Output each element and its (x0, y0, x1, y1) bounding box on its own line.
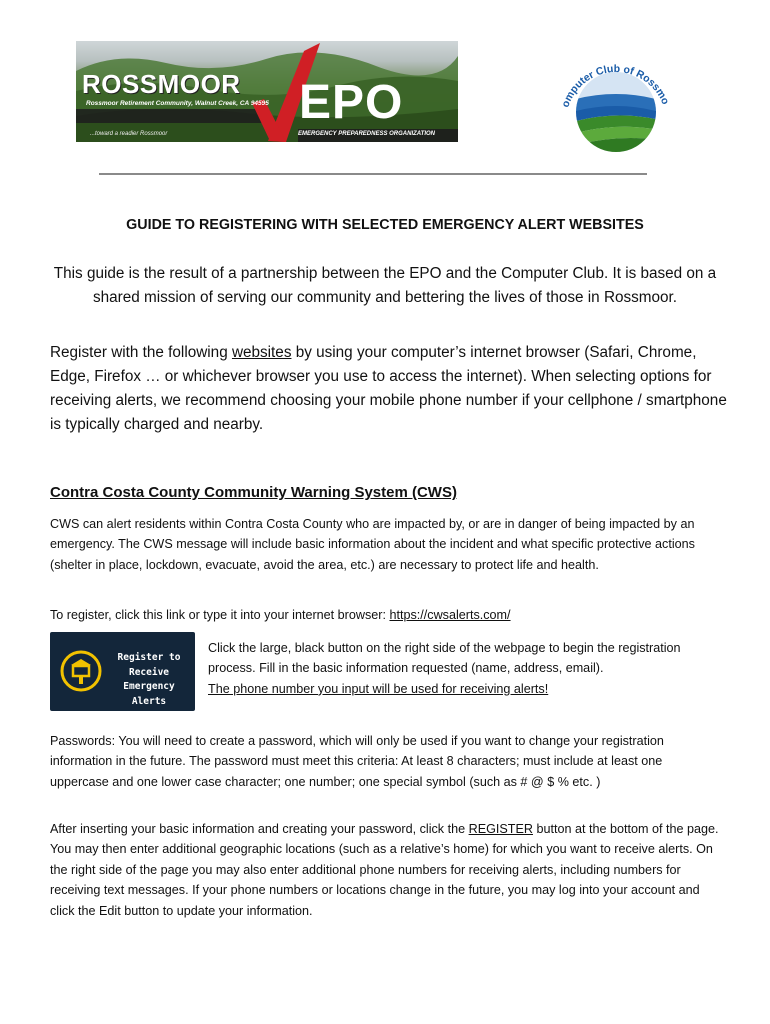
club-logo-arc-text: omputer Club of Rossmo (559, 62, 672, 109)
cws-alerts-link[interactable]: https://cwsalerts.com/ (389, 608, 511, 622)
register-prefix: To register, click this link or type it into your internet browser: (50, 608, 390, 622)
register-button-image (50, 632, 195, 711)
section-title-cws: Contra Costa County Community Warning System (CWS) (50, 484, 457, 501)
logo-subtitle: Rossmoor Retirement Community, Walnut Creek, CA 94595 (86, 100, 269, 107)
phone-note: The phone number you input will be used for receiving alerts! (208, 681, 549, 696)
rossmoor-epo-logo (76, 41, 458, 142)
logo-title: ROSSMOOR (82, 69, 241, 99)
logo-epo-text: EPO (299, 76, 404, 129)
after-register-paragraph: After inserting your basic information and creating your password, click the REGISTER button at the bottom of the page. You may then enter additional geographic locations (such as a relative’s home) for which you want to receive alerts. On the right side of the page you may also enter additional phone numbers for receiving alerts, including numbers for receiving text messages. If your phone numbers or locations change in the future, you may log into your account and click the Edit button to update your information. (50, 822, 719, 918)
computer-club-logo (552, 38, 680, 166)
alert-lamp-icon (59, 649, 103, 693)
register-instructions (50, 605, 720, 625)
register-text-before: Register with the following (50, 344, 232, 361)
register-paragraph (50, 341, 730, 437)
cws-description: CWS can alert residents within Contra Costa County who are impacted by, or are in danger of being impacted by an emergency. The CWS message will include basic information about the incident and what specific protective actions (shelter in place, lockdown, evacuate, avoid the area, etc.) are necessary to protect life and health. (50, 517, 695, 572)
register-word: REGISTER (468, 822, 533, 836)
intro-paragraph: This guide is the result of a partnership between the EPO and the Computer Club. It is based on a shared mission of serving our community and bettering the lives of those in Rossmoor. (53, 265, 717, 306)
websites-link[interactable]: websites (231, 344, 292, 361)
logo-epo-subtitle: EMERGENCY PREPAREDNESS ORGANIZATION (298, 131, 436, 137)
header-divider (99, 173, 647, 175)
page-title: GUIDE TO REGISTERING WITH SELECTED EMERGENCY ALERT WEBSITES (126, 217, 644, 233)
passwords-paragraph: Passwords: You will need to create a password, which will only be used if you want to change your registration information in the future. The password must meet this criteria: At least 8 characters; must include at least one uppercase and one lower case character; one number; one special symbol (such as # @ $ % etc. ) (50, 734, 664, 789)
register-button-label: Register to Receive Emergency Alerts (117, 652, 181, 707)
click-text: Click the large, black button on the right side of the webpage to begin the registration process. Fill in the basic information requested (name, address, email). (208, 641, 681, 676)
click-instructions (208, 638, 728, 699)
logo-tagline: ...toward a readier Rossmoor (90, 131, 168, 137)
register-text-after: by using your computer’s internet browser (Safari, Chrome, Edge, Firefox … or whichever browser you use to access the internet). When selecting options for receiving alerts, we recommend choosing your mobile phone number if your cellphone / smartphone is typically charged and nearby. (50, 344, 727, 433)
